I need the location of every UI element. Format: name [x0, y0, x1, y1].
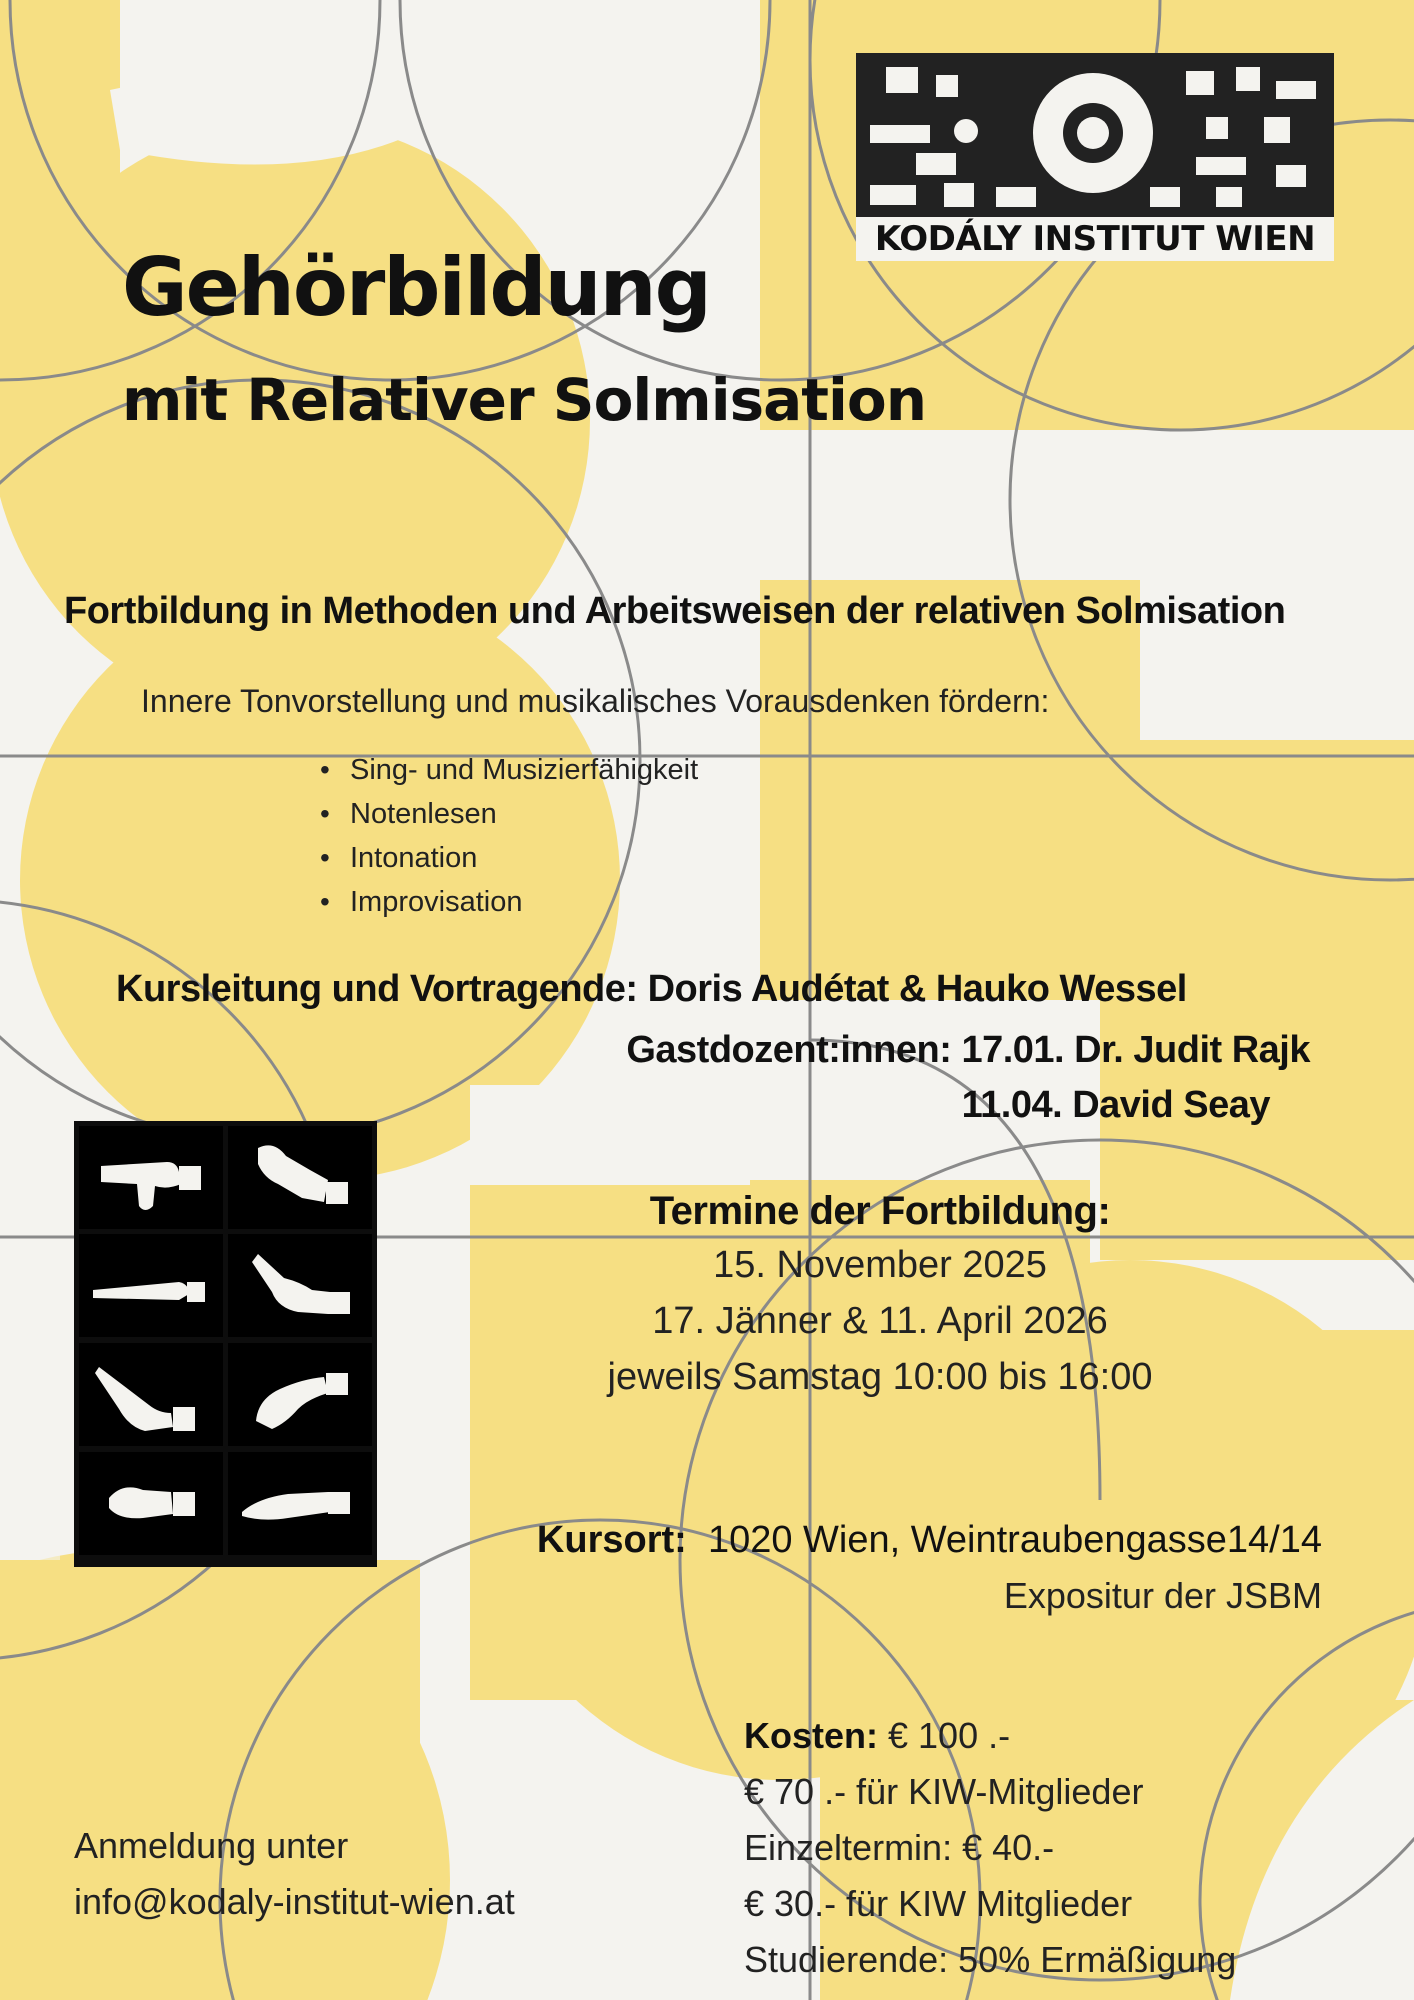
registration-text: Anmeldung unter [74, 1825, 349, 1866]
costs-label: Kosten: [744, 1715, 878, 1756]
dates-heading: Termine der Fortbildung: [649, 1189, 1111, 1233]
logo-text: KODÁLY INSTITUT WIEN [874, 219, 1316, 259]
guest-lecturers [626, 1023, 1310, 1133]
kodaly-institut-logo [856, 53, 1334, 261]
skills-list [320, 748, 698, 924]
bullet-icon: • [320, 886, 330, 917]
course-leaders: Kursleitung und Vortragende: Doris Audétat & Hauko Wessel [116, 968, 1187, 1010]
hand-sign-re-icon [228, 1126, 372, 1229]
cost-line: Einzeltermin: € 40.- [744, 1827, 1055, 1868]
cost-line: € 100 .- [888, 1715, 1011, 1756]
guest-lecturer-line: Gastdozent:innen: 17.01. Dr. Judit Rajk [626, 1029, 1310, 1071]
course-dates [560, 1185, 1200, 1405]
hand-sign-ti-icon [79, 1452, 223, 1555]
registration-email: info@kodaly-institut-wien.at [74, 1881, 515, 1922]
list-item [320, 880, 698, 924]
date-line: jeweils Samstag 10:00 bis 16:00 [607, 1356, 1153, 1398]
list-item-label: Intonation [350, 842, 478, 874]
date-line: 17. Jänner & 11. April 2026 [652, 1300, 1108, 1342]
intro-text: Innere Tonvorstellung und musikalisches Vorausdenken fördern: [141, 683, 1050, 719]
bullet-icon: • [320, 754, 330, 785]
cost-line: € 70 .- für KIW-Mitglieder [744, 1771, 1144, 1812]
kodaly-logo-mark-icon [856, 53, 1334, 217]
intro-heading: Fortbildung in Methoden und Arbeitsweisen der relativen Solmisation [64, 590, 1286, 632]
list-item [320, 748, 698, 792]
list-item-label: Notenlesen [350, 798, 497, 830]
course-location [537, 1512, 1322, 1624]
bullet-icon: • [320, 798, 330, 829]
cost-line: € 30.- für KIW Mitglieder [744, 1883, 1133, 1924]
location-label: Kursort: [536, 1519, 687, 1561]
page-subtitle: mit Relativer Solmisation [122, 366, 927, 434]
hand-sign-mi-icon [79, 1234, 223, 1337]
date-line: 15. November 2025 [713, 1244, 1047, 1286]
list-item [320, 792, 698, 836]
list-item [320, 836, 698, 880]
location-address: 1020 Wien, Weintraubengasse14/14 [707, 1519, 1322, 1561]
location-detail: Expositur der JSBM [1003, 1575, 1322, 1616]
hand-sign-so-icon [79, 1343, 223, 1446]
list-item-label: Sing- und Musizierfähigkeit [350, 754, 699, 786]
guest-lecturer-line: 11.04. David Seay [961, 1084, 1270, 1126]
registration-info [74, 1818, 515, 1930]
hand-sign-fa-icon [228, 1234, 372, 1337]
list-item-label: Improvisation [350, 886, 523, 918]
solfege-hand-signs [74, 1121, 377, 1567]
hand-sign-do-high-icon [228, 1452, 372, 1555]
cost-line: Studierende: 50% Ermäßigung [744, 1939, 1237, 1980]
bullet-icon: • [320, 842, 330, 873]
course-costs [744, 1708, 1236, 1988]
hand-sign-do-icon [79, 1126, 223, 1229]
hand-sign-la-icon [228, 1343, 372, 1446]
page-title: Gehörbildung [122, 241, 710, 334]
